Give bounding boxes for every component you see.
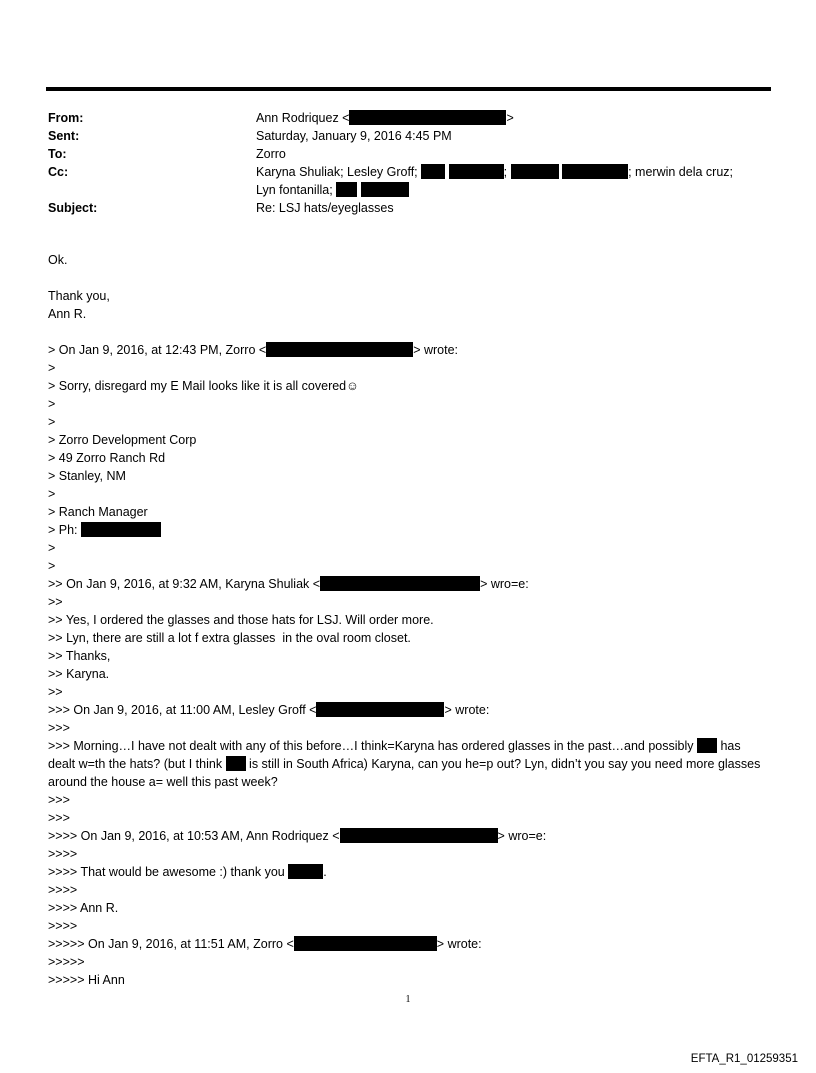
redaction <box>226 756 246 771</box>
cc-recipients-1: Karyna Shuliak; Lesley Groff; <box>256 165 418 179</box>
redaction <box>288 864 323 879</box>
sent-row <box>48 127 768 145</box>
quote-line: > <box>48 397 56 411</box>
redaction <box>449 164 504 179</box>
redaction <box>320 576 480 591</box>
from-value: Ann Rodriquez <box>256 111 339 125</box>
quote-line: >>>>> <box>48 955 85 969</box>
body-line: Ok. <box>48 253 68 267</box>
redaction <box>421 164 445 179</box>
cc-label: Cc: <box>48 165 69 179</box>
quote-line: > Sorry, disregard my E Mail looks like it is all covered☺ <box>48 379 359 393</box>
to-label: To: <box>48 147 67 161</box>
quote-header: >>>>> On Jan 9, 2016, at 11:51 AM, Zorro < > wrote: <box>48 937 482 951</box>
to-row <box>48 145 768 163</box>
cc-recipients-2: ; merwin dela cruz; <box>628 165 733 179</box>
quote-line: >>>> <box>48 919 78 933</box>
quote-line: >> Lyn, there are still a lot f extra glasses in the oval room closet. <box>48 631 411 645</box>
quote-header: >>>> On Jan 9, 2016, at 10:53 AM, Ann Rodriquez < > wro=e: <box>48 829 547 843</box>
quote-line: >>> <box>48 793 70 807</box>
sent-value: Saturday, January 9, 2016 4:45 PM <box>256 129 452 143</box>
quote-line: >>>> <box>48 847 78 861</box>
to-value: Zorro <box>256 147 286 161</box>
quote-line: >> Thanks, <box>48 649 111 663</box>
redaction <box>294 936 437 951</box>
email-header <box>48 109 768 217</box>
redaction <box>511 164 559 179</box>
quote-line: > <box>48 361 56 375</box>
quote-line: > Stanley, NM <box>48 469 126 483</box>
subject-value: Re: LSJ hats/eyeglasses <box>256 201 394 215</box>
quote-line: >> Karyna. <box>48 667 110 681</box>
redaction <box>361 182 409 197</box>
quote-header: >>> On Jan 9, 2016, at 11:00 AM, Lesley Groff < > wrote: <box>48 703 490 717</box>
quote-line: > <box>48 487 56 501</box>
header-rule <box>46 87 771 91</box>
quote-line: > 49 Zorro Ranch Rd <box>48 451 166 465</box>
email-body <box>48 251 770 989</box>
cc-recipients-3: Lyn fontanilla; <box>256 183 333 197</box>
from-row: From: Ann Rodriquez < > <box>48 111 514 125</box>
redaction <box>81 522 161 537</box>
signature: Ann R. <box>48 307 87 321</box>
quote-line: >> Yes, I ordered the glasses and those hats for LSJ. Will order more. <box>48 613 434 627</box>
quote-line: >> <box>48 595 63 609</box>
cc-row: Cc: Karyna Shuliak; Lesley Groff; ; ; merwin dela cruz; Lyn fontanilla; <box>48 165 733 197</box>
redaction <box>266 342 413 357</box>
quote-line: >>> <box>48 811 70 825</box>
quote-header: > On Jan 9, 2016, at 12:43 PM, Zorro < > wrote: <box>48 343 459 357</box>
quote-line: >>>>> Hi Ann <box>48 973 125 987</box>
document-id: EFTA_R1_01259351 <box>690 1053 798 1065</box>
redaction <box>349 110 506 125</box>
page-number: 1 <box>405 994 411 1005</box>
redaction <box>316 702 444 717</box>
quote-line: > Zorro Development Corp <box>48 433 197 447</box>
quote-line: >>>> Ann R. <box>48 901 119 915</box>
quote-line: > Ranch Manager <box>48 505 148 519</box>
redaction <box>336 182 357 197</box>
subject-label: Subject: <box>48 201 98 215</box>
from-label: From: <box>48 111 84 125</box>
quote-line: >>>> <box>48 883 78 897</box>
body-line: Thank you, <box>48 289 110 303</box>
quote-line: >> <box>48 685 63 699</box>
quote-paragraph: >>> Morning…I have not dealt with any of this before…I think=Karyna has ordered glasses in the past…and possibly has dealt w=th the hats? (but I think is still in South Africa) Karyna, can you he=p out? Lyn, didn’t you say you need more glasses around the house a= well this past week? <box>48 739 761 789</box>
redaction <box>340 828 498 843</box>
quote-header: >> On Jan 9, 2016, at 9:32 AM, Karyna Shuliak < > wro=e: <box>48 577 529 591</box>
quote-line: >>>> That would be awesome :) thank you . <box>48 865 327 879</box>
quote-line: >>> <box>48 721 70 735</box>
redaction <box>697 738 717 753</box>
quote-line: > <box>48 541 56 555</box>
quote-line: > <box>48 415 56 429</box>
sent-label: Sent: <box>48 129 80 143</box>
redaction <box>562 164 628 179</box>
quote-line: > Ph: <box>48 521 770 539</box>
subject-row <box>48 199 768 217</box>
quote-line: > <box>48 559 56 573</box>
